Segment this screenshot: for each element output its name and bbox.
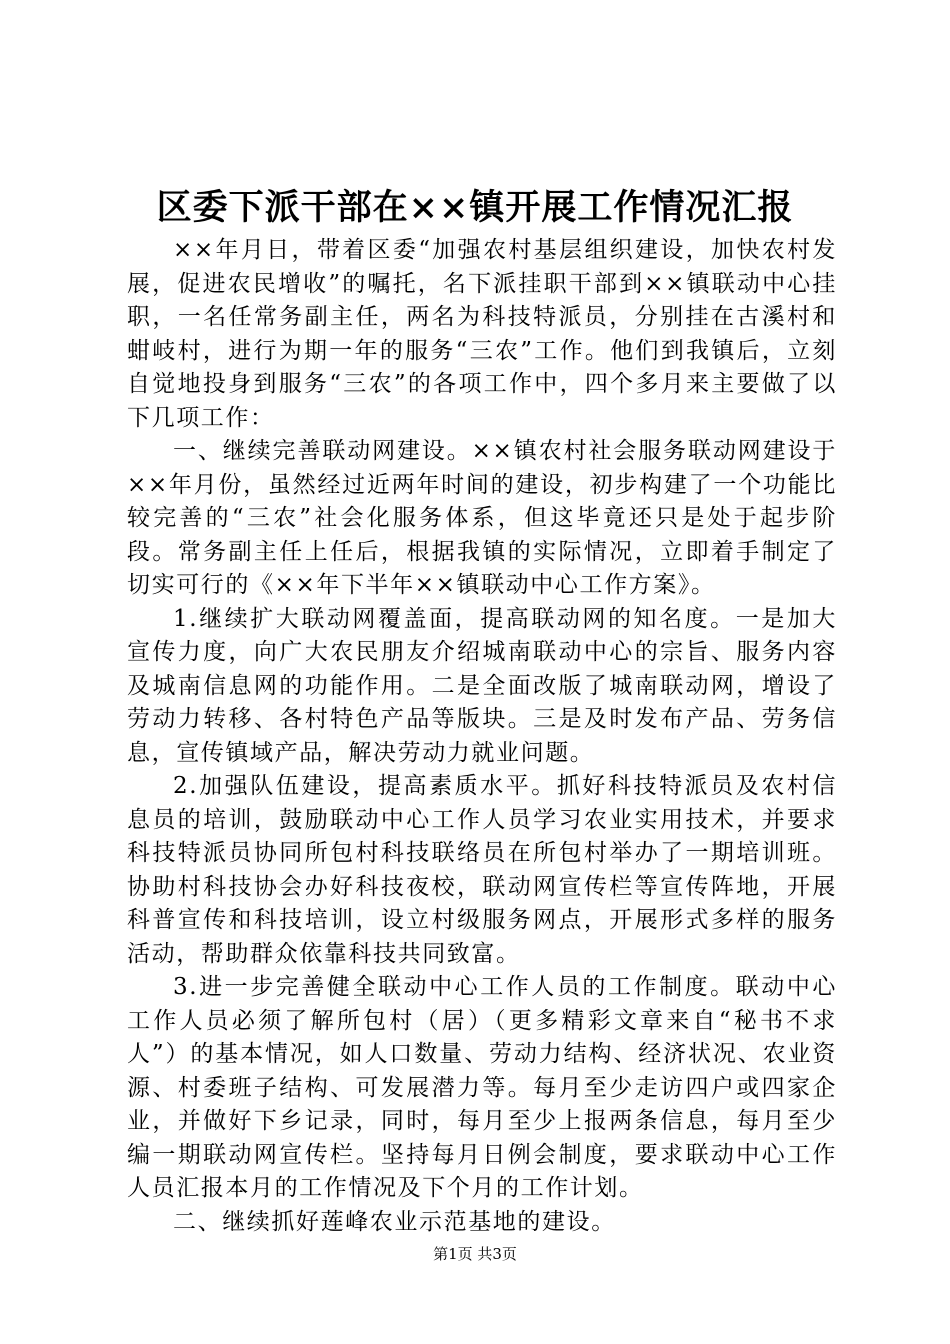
- document-body: [127, 234, 837, 1239]
- document-title: 区委下派干部在××镇开展工作情况汇报: [156, 187, 794, 228]
- paragraph-section-2: 二、继续抓好莲峰农业示范基地的建设。: [173, 1208, 616, 1235]
- paragraph-item-2: 2.加强队伍建设，提高素质水平。抓好科技特派员及农村信息员的培训，鼓励联动中心工作人员学习农业实用技术，并要求科技特派员协同所包村科技联络员在所包村举办了一期培训班。协助村科技协会办好科技夜校，联动网宣传栏等宣传阵地，开展科普宣传和科技培训，设立村级服务网点，开展形式多样的服务活动，帮助群众依靠科技共同致富。: [127, 773, 837, 967]
- paragraph-item-3: 3.进一步完善健全联动中心工作人员的工作制度。联动中心工作人员必须了解所包村（居）（更多精彩文章来自“秘书不求人”）的基本情况，如人口数量、劳动力结构、经济状况、农业资源、村委班子结构、可发展潜力等。每月至少走访四户或四家企业，并做好下乡记录，同时，每月至少上报两条信息，每月至少编一期联动网宣传栏。坚持每月日例会制度，要求联动中心工作人员汇报本月的工作情况及下个月的工作计划。: [127, 974, 837, 1201]
- paragraph-section-1: 一、继续完善联动网建设。××镇农村社会服务联动网建设于××年月份，虽然经过近两年时间的建设，初步构建了一个功能比较完善的“三农”社会化服务体系，但这毕竟还只是处于起步阶段。常务副主任上任后，根据我镇的实际情况，立即着手制定了切实可行的《××年下半年××镇联动中心工作方案》。: [127, 438, 837, 598]
- paragraph-item-1: 1.继续扩大联动网覆盖面，提高联动网的知名度。一是加大宣传力度，向广大农民朋友介绍城南联动中心的宗旨、服务内容及城南信息网的功能作用。二是全面改版了城南联动网，增设了劳动力转移、各村特色产品等版块。三是及时发布产品、劳务信息，宣传镇域产品，解决劳动力就业问题。: [127, 605, 837, 766]
- page-number-footer: 第1页 共3页: [433, 1245, 517, 1263]
- paragraph-intro: ××年月日，带着区委“加强农村基层组织建设，加快农村发展，促进农民增收”的嘱托，名下派挂职干部到××镇联动中心挂职，一名任常务副主任，两名为科技特派员，分别挂在古溪村和蚶岐村，进行为期一年的服务“三农”工作。他们到我镇后，立刻自觉地投身到服务“三农”的各项工作中，四个多月来主要做了以下几项工作：: [127, 237, 837, 431]
